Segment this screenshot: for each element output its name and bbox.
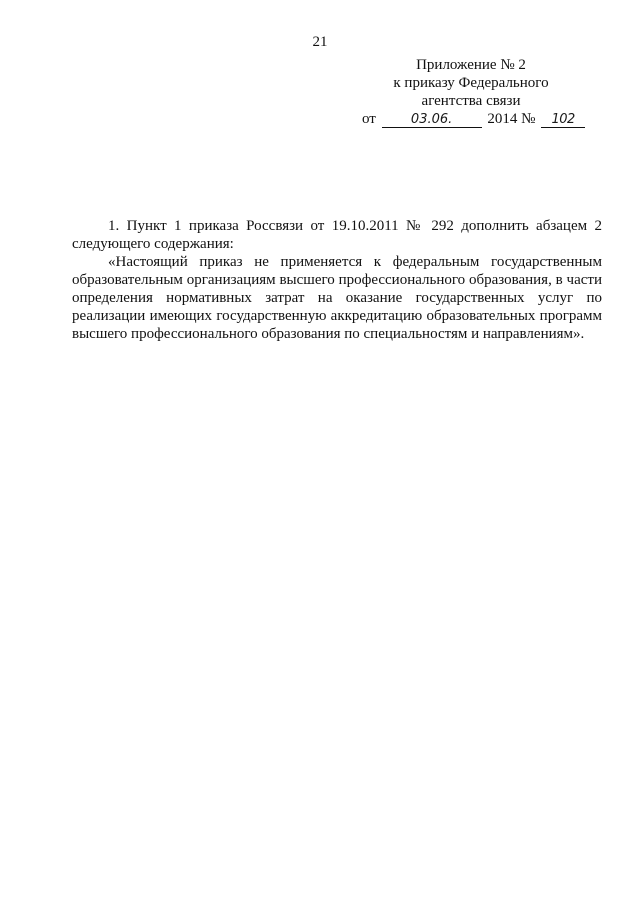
handwritten-date: 03.06. — [382, 113, 482, 128]
year-and-number-label: 2014 № — [487, 111, 536, 127]
attachment-agency: агентства связи — [421, 93, 521, 109]
attachment-order-ref: к приказу Федерального — [393, 75, 549, 91]
attachment-title: Приложение № 2 — [416, 57, 526, 73]
handwritten-number: 102 — [541, 113, 585, 128]
body-paragraph-1: 1. Пункт 1 приказа Россвязи от 19.10.2011 № 292 дополнить абзацем 2 следующего содержания: — [72, 218, 602, 252]
date-prefix: от — [362, 111, 376, 127]
document-body — [72, 217, 602, 343]
page-number: 21 — [312, 34, 328, 50]
attachment-dateline — [362, 110, 602, 128]
attachment-header — [360, 56, 582, 110]
body-paragraph-2: «Настоящий приказ не применяется к федеральным государственным образовательным организациям высшего профессионального образования, в части определения нормативных затрат на оказание государственных услуг по реализации имеющих государственную аккредитацию образовательных программ высшего профессионального образования по специальностям и направлениям». — [72, 254, 602, 342]
